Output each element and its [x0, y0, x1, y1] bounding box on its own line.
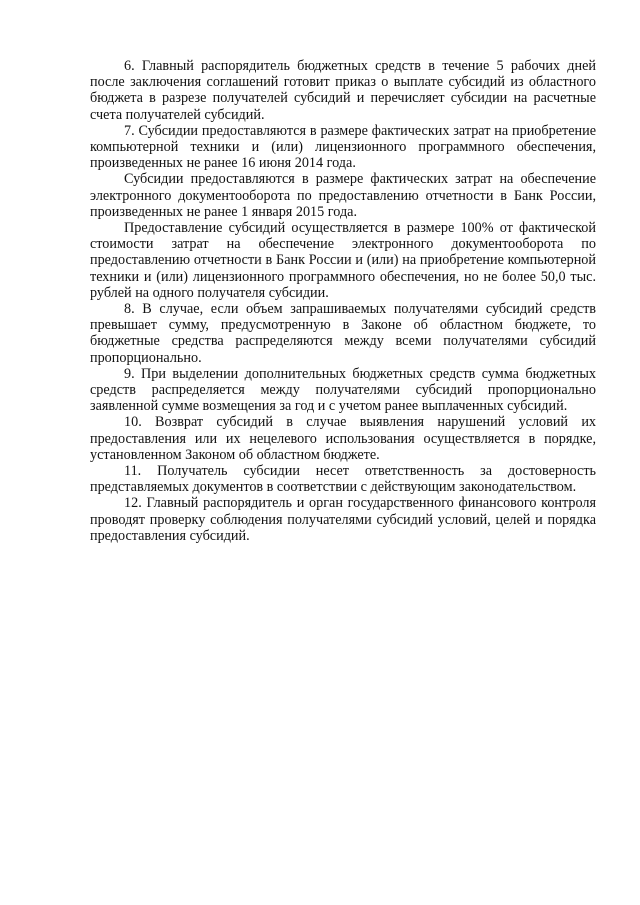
paragraph-6: 6. Главный распорядитель бюджетных средств в течение 5 рабочих дней после заключения соглашений готовит приказ о выплате субсидий из областного бюджета в разрезе получателей субсидий и перечисляет субсидии на расчетные счета получателей субсидий. — [90, 58, 596, 123]
paragraph-7-subsidy-amount: Предоставление субсидий осуществляется в размере 100% от фактической стоимости затрат на обеспечение электронного документооборота по предоставлению отчетности в Банк России и (или) на приобретение компьютерной техники и (или) лицензионного программного обеспечения, но не более 50,0 тыс. рублей на одного получателя субсидии. — [90, 220, 596, 301]
paragraph-9: 9. При выделении дополнительных бюджетных средств сумма бюджетных средств распределяется между получателями субсидий пропорционально заявленной сумме возмещения за год и с учетом ранее выплаченных субсидий. — [90, 365, 596, 415]
paragraph-7-subsidy-edo: Субсидии предоставляются в размере фактических затрат на обеспечение электронного документооборота по предоставлению отчетности в Банк России, произведенных не ранее 1 января 2015 года. — [90, 171, 596, 220]
paragraph-11: 11. Получатель субсидии несет ответственность за достоверность представляемых документов в соответствии с действующим законодательством. — [90, 463, 596, 496]
paragraph-7: 7. Субсидии предоставляются в размере фактических затрат на приобретение компьютерной техники и (или) лицензионного программного обеспечения, произведенных не ранее 16 июня 2014 года. — [90, 122, 596, 172]
paragraph-10: 10. Возврат субсидий в случае выявления нарушений условий их предоставления или их нецелевого использования осуществляется в порядке, установленном Законом об областном бюджете. — [90, 414, 596, 463]
paragraph-8: 8. В случае, если объем запрашиваемых получателями субсидий средств превышает сумму, предусмотренную в Законе об областном бюджете, то бюджетные средства распределяются между всеми получателями субсидий пропорционально. — [90, 301, 596, 366]
document-body — [90, 58, 596, 544]
paragraph-12: 12. Главный распорядитель и орган государственного финансового контроля проводят проверку соблюдения получателями субсидий условий, целей и порядка предоставления субсидий. — [90, 495, 596, 544]
